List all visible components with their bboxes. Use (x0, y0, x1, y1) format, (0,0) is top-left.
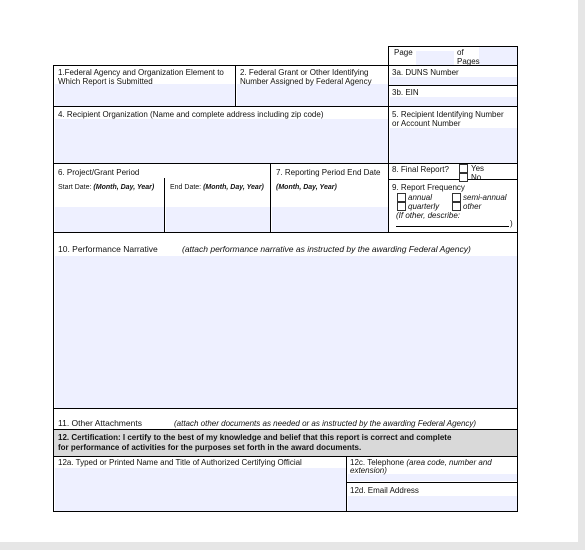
recipient-id-field[interactable] (390, 128, 517, 163)
page-number-field[interactable] (416, 51, 454, 65)
telephone-text: 12c. Telephone (350, 458, 407, 467)
page-count-field[interactable] (479, 47, 517, 65)
border-line (388, 46, 518, 47)
final-report-no-checkbox[interactable] (459, 173, 468, 182)
viewer-border-bottom (0, 542, 585, 550)
field-3a-label: 3a. DUNS Number (392, 68, 459, 77)
start-date-label (58, 183, 154, 193)
border-line (388, 85, 518, 86)
pages-label: Pages (457, 57, 480, 66)
field-12c-hint-line2: extension) (350, 466, 387, 475)
email-field[interactable] (348, 496, 517, 511)
field-10-hint: (attach performance narrative as instructed by the awarding Federal Agency) (182, 244, 471, 254)
end-date-field[interactable] (166, 207, 270, 232)
page-label: Page (394, 48, 413, 57)
field-1-label-line2: Which Report is Submitted (58, 77, 153, 86)
other-close-paren: ) (510, 219, 513, 228)
quarterly-label: quarterly (408, 202, 440, 211)
annual-checkbox[interactable] (397, 193, 406, 202)
grant-number-field[interactable] (237, 84, 388, 106)
border-line (53, 429, 518, 430)
field-2-label: 2. Federal Grant or Other Identifying (240, 68, 369, 77)
certification-text-line2: for performance of activities for the purposes set forth in the award documents. (58, 443, 362, 452)
field-10-label: 10. Performance Narrative (58, 244, 158, 254)
border-line (346, 482, 518, 483)
field-7-label: 7. Reporting Period End Date (276, 168, 381, 177)
other-describe-underline (396, 226, 509, 227)
border-line (235, 65, 236, 107)
end-date-label (170, 183, 264, 193)
start-date-field[interactable] (55, 207, 164, 232)
field-5-label: 5. Recipient Identifying Number (392, 110, 504, 119)
field-11-label: 11. Other Attachments (58, 418, 142, 428)
border-line (346, 456, 347, 512)
field-1-label: 1.Federal Agency and Organization Element to (58, 68, 224, 77)
border-line (53, 65, 54, 512)
reporting-period-end-field[interactable] (272, 207, 388, 232)
field-4-label: 4. Recipient Organization (Name and complete address including zip code) (58, 110, 324, 119)
field-12d-label: 12d. Email Address (350, 486, 419, 495)
border-line (164, 178, 165, 233)
border-line (53, 511, 518, 512)
field-9-label: 9. Report Frequency (392, 183, 465, 192)
field-5-label-line2: or Account Number (392, 119, 461, 128)
end-date-text: End Date: (170, 184, 204, 191)
border-line (388, 46, 389, 233)
telephone-hint: (area code, number and (406, 458, 492, 467)
field-6-label: 6. Project/Grant Period (58, 168, 140, 177)
semi-annual-label: semi-annual (463, 193, 507, 202)
border-line (270, 163, 271, 233)
ein-field[interactable] (390, 97, 517, 106)
narrative-field[interactable] (55, 256, 517, 408)
other-label: other (463, 202, 482, 211)
border-line (388, 179, 518, 180)
if-other-label: (If other, describe: (396, 211, 461, 220)
border-line (517, 46, 518, 512)
certifying-official-field[interactable] (55, 468, 346, 511)
certification-text: 12. Certification: I certify to the best of my knowledge and belief that this report is correct and complete (58, 433, 452, 442)
agency-field[interactable] (55, 84, 235, 106)
border-line (53, 456, 518, 457)
page-of-label: of (457, 48, 464, 57)
border-line (53, 408, 518, 409)
annual-label: annual (408, 193, 433, 202)
start-date-hint: (Month, Day, Year) (93, 184, 155, 191)
final-report-no-label: No (471, 173, 482, 182)
recipient-organization-field[interactable] (55, 119, 388, 163)
other-checkbox[interactable] (452, 202, 461, 211)
border-line (53, 163, 518, 164)
viewer-border-right (578, 0, 585, 550)
border-line (53, 106, 518, 107)
field-8-label: 8. Final Report? (392, 165, 449, 174)
semi-annual-checkbox[interactable] (452, 193, 461, 202)
final-report-yes-label: Yes (471, 164, 485, 173)
final-report-yes-checkbox[interactable] (459, 164, 468, 173)
border-line (53, 65, 518, 66)
field-11-hint: (attach other documents as needed or as instructed by the awarding Federal Agency) (174, 419, 477, 428)
quarterly-checkbox[interactable] (397, 202, 406, 211)
field-2-label-line2: Number Assigned by Federal Agency (240, 77, 372, 86)
field-7-hint: (Month, Day, Year) (276, 184, 337, 191)
start-date-text: Start Date: (58, 184, 94, 191)
border-line (53, 232, 518, 233)
duns-field[interactable] (390, 77, 517, 85)
field-3b-label: 3b. EIN (392, 88, 419, 97)
field-12a-label: 12a. Typed or Printed Name and Title of Authorized Certifying Official (58, 458, 302, 467)
end-date-hint: (Month, Day, Year) (203, 184, 264, 191)
